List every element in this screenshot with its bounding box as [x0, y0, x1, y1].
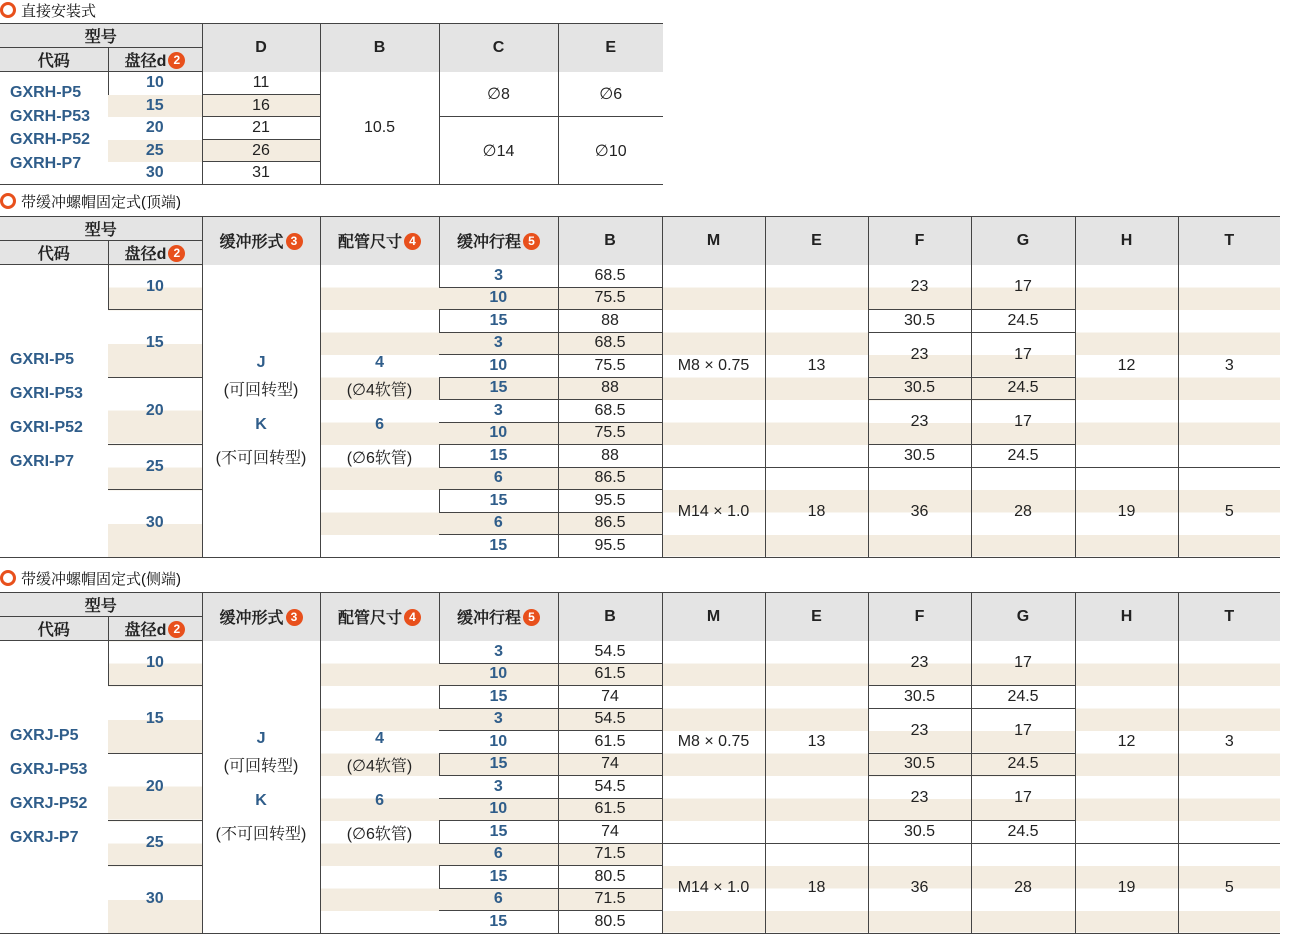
badge-number-icon: 2 — [168, 621, 185, 638]
M-value: M14 × 1.0 — [662, 843, 765, 933]
header-cushion-type: 缓冲形式 3 — [202, 217, 320, 265]
circle-bullet-icon — [0, 193, 16, 209]
badge-number-icon: 4 — [404, 609, 421, 626]
F-value: 30.5 — [868, 310, 971, 333]
stroke-value: 3 — [439, 776, 558, 799]
stroke-value: 15 — [439, 911, 558, 934]
stroke-value: 15 — [439, 310, 558, 333]
d-value: 10 — [108, 72, 202, 95]
pipe-size-6: 6 — [375, 415, 384, 433]
header-code: 代码 — [0, 241, 108, 265]
D-value: 26 — [202, 140, 320, 162]
G-value: 17 — [971, 641, 1075, 686]
header-F: F — [868, 217, 971, 265]
D-value: 21 — [202, 117, 320, 140]
model-code: GXRJ-P52 — [10, 794, 88, 812]
header-diameter: 盘径d 2 — [108, 617, 202, 641]
cushion-type-j: J — [256, 729, 266, 747]
H-value: 12 — [1075, 265, 1178, 468]
M-value: M8 × 0.75 — [662, 641, 765, 844]
stroke-value: 15 — [439, 490, 558, 513]
B-value: 54.5 — [558, 776, 662, 799]
model-code: GXRJ-P53 — [10, 760, 88, 778]
d-value: 30 — [108, 866, 202, 934]
B-value: 61.5 — [558, 798, 662, 821]
B-value: 95.5 — [558, 535, 662, 558]
E-value: ∅6 — [558, 72, 663, 117]
B-value: 74 — [558, 686, 662, 709]
G-value: 24.5 — [971, 310, 1075, 333]
stroke-value: 6 — [439, 843, 558, 866]
B-value: 71.5 — [558, 843, 662, 866]
G-value: 17 — [971, 265, 1075, 310]
badge-number-icon: 5 — [523, 233, 540, 250]
section-title-top-end — [0, 191, 181, 211]
G-value: 24.5 — [971, 377, 1075, 400]
header-D: D — [202, 24, 320, 72]
stroke-value: 10 — [439, 663, 558, 686]
d-value: 25 — [108, 445, 202, 490]
stroke-value: 6 — [439, 888, 558, 911]
section-title-side-end — [0, 568, 181, 588]
header-F: F — [868, 593, 971, 641]
B-value: 86.5 — [558, 512, 662, 535]
F-value: 23 — [868, 708, 971, 753]
cushion-type-j-desc: (可回转型) — [223, 757, 299, 775]
badge-number-icon: 4 — [404, 233, 421, 250]
d-value: 25 — [145, 141, 164, 159]
D-value: 31 — [202, 162, 320, 185]
stroke-value: 15 — [439, 377, 558, 400]
pipe-size-4: 4 — [375, 729, 384, 747]
header-pipe-size: 配管尺寸 4 — [320, 593, 439, 641]
model-code: GXRI-P52 — [10, 418, 83, 436]
stroke-value: 10 — [439, 422, 558, 445]
stroke-value: 15 — [439, 821, 558, 844]
E-value: ∅10 — [558, 117, 663, 185]
cushion-type-k: K — [255, 415, 267, 433]
model-code: GXRI-P7 — [10, 452, 75, 470]
d-value: 20 — [145, 119, 164, 136]
header-pipe-size: 配管尺寸 4 — [320, 217, 439, 265]
model-code: GXRI-P53 — [10, 384, 83, 402]
header-code: 代码 — [0, 48, 108, 72]
header-stroke: 缓冲行程 5 — [439, 217, 558, 265]
d-value: 30 — [108, 490, 202, 558]
G-value: 17 — [971, 776, 1075, 821]
G-value: 24.5 — [971, 753, 1075, 776]
B-value: 74 — [558, 821, 662, 844]
G-value: 17 — [971, 708, 1075, 753]
stroke-value: 10 — [439, 731, 558, 754]
F-value: 23 — [868, 265, 971, 310]
E-value: 13 — [765, 265, 868, 468]
header-model: 型号 — [0, 217, 202, 241]
F-value: 30.5 — [868, 377, 971, 400]
code-list — [0, 641, 108, 934]
stroke-value: 15 — [439, 753, 558, 776]
D-value: 11 — [202, 72, 320, 95]
stroke-value: 6 — [439, 467, 558, 490]
d-value: 30 — [145, 163, 164, 181]
header-model: 型号 — [0, 24, 202, 48]
header-M: M — [662, 593, 765, 641]
B-value: 71.5 — [558, 888, 662, 911]
B-value: 54.5 — [558, 708, 662, 731]
cushion-type-cell — [202, 641, 320, 934]
B-value: 10.5 — [320, 72, 439, 185]
header-B: B — [320, 24, 439, 72]
badge-number-icon: 3 — [286, 233, 303, 250]
circle-bullet-icon — [0, 570, 16, 586]
cushion-type-k-desc: (不可回转型) — [215, 449, 307, 467]
F-value: 36 — [868, 843, 971, 933]
badge-number-icon: 2 — [168, 245, 185, 262]
d-value: 10 — [108, 641, 202, 686]
pipe-size-cell — [320, 265, 439, 558]
side-end-table — [0, 592, 1280, 934]
stroke-value: 15 — [439, 686, 558, 709]
M-value: M14 × 1.0 — [662, 467, 765, 557]
code-list — [0, 72, 108, 185]
pipe-size-4-desc: (∅4软管) — [346, 757, 413, 775]
badge-number-icon: 5 — [523, 609, 540, 626]
G-value: 17 — [971, 400, 1075, 445]
G-value: 24.5 — [971, 445, 1075, 468]
header-diameter: 盘径d 2 — [108, 241, 202, 265]
G-value: 28 — [971, 843, 1075, 933]
H-value: 19 — [1075, 843, 1178, 933]
stroke-value: 6 — [439, 512, 558, 535]
B-value: 86.5 — [558, 467, 662, 490]
B-value: 88 — [558, 445, 662, 468]
C-value: ∅8 — [439, 72, 558, 117]
B-value: 61.5 — [558, 663, 662, 686]
pipe-size-cell — [320, 641, 439, 934]
B-value: 95.5 — [558, 490, 662, 513]
code-list — [0, 265, 108, 558]
stroke-value: 15 — [439, 445, 558, 468]
pipe-size-6: 6 — [375, 791, 384, 809]
header-code: 代码 — [0, 617, 108, 641]
header-T: T — [1178, 217, 1280, 265]
top-end-table — [0, 216, 1280, 558]
pipe-size-6-desc: (∅6软管) — [346, 449, 413, 467]
badge-2-icon: 2 — [168, 52, 185, 69]
G-value: 28 — [971, 467, 1075, 557]
B-value: 68.5 — [558, 265, 662, 288]
d-value: 25 — [108, 821, 202, 866]
stroke-value: 10 — [439, 355, 558, 378]
header-model: 型号 — [0, 593, 202, 617]
header-E: E — [765, 593, 868, 641]
pipe-size-4-desc: (∅4软管) — [346, 381, 413, 399]
cushion-type-j: J — [256, 353, 266, 371]
header-H: H — [1075, 593, 1178, 641]
d-value: 20 — [108, 753, 202, 821]
header-T: T — [1178, 593, 1280, 641]
stroke-value: 3 — [439, 332, 558, 355]
T-value: 3 — [1178, 265, 1280, 468]
E-value: 18 — [765, 467, 868, 557]
B-value: 88 — [558, 377, 662, 400]
F-value: 23 — [868, 641, 971, 686]
T-value: 5 — [1178, 843, 1280, 933]
stroke-value: 15 — [439, 866, 558, 889]
stroke-value: 3 — [439, 641, 558, 664]
G-value: 24.5 — [971, 686, 1075, 709]
B-value: 75.5 — [558, 422, 662, 445]
header-H: H — [1075, 217, 1178, 265]
H-value: 19 — [1075, 467, 1178, 557]
header-B: B — [558, 217, 662, 265]
F-value: 23 — [868, 400, 971, 445]
G-value: 24.5 — [971, 821, 1075, 844]
model-code: GXRH-P53 — [10, 107, 91, 125]
header-C: C — [439, 24, 558, 72]
E-value: 18 — [765, 843, 868, 933]
B-value: 75.5 — [558, 355, 662, 378]
badge-number-icon: 3 — [286, 609, 303, 626]
header-M: M — [662, 217, 765, 265]
H-value: 12 — [1075, 641, 1178, 844]
F-value: 36 — [868, 467, 971, 557]
d-value: 10 — [108, 265, 202, 310]
F-value: 30.5 — [868, 753, 971, 776]
G-value: 17 — [971, 332, 1075, 377]
model-code: GXRJ-P7 — [10, 828, 79, 846]
B-value: 68.5 — [558, 332, 662, 355]
header-G: G — [971, 593, 1075, 641]
T-value: 5 — [1178, 467, 1280, 557]
F-value: 30.5 — [868, 686, 971, 709]
model-code: GXRH-P5 — [10, 84, 82, 101]
header-cushion-type: 缓冲形式 3 — [202, 593, 320, 641]
B-value: 74 — [558, 753, 662, 776]
C-value: ∅14 — [439, 117, 558, 185]
header-stroke: 缓冲行程 5 — [439, 593, 558, 641]
header-E: E — [765, 217, 868, 265]
B-value: 80.5 — [558, 866, 662, 889]
d-value: 20 — [108, 377, 202, 445]
T-value: 3 — [1178, 641, 1280, 844]
B-value: 54.5 — [558, 641, 662, 664]
model-code: GXRI-P5 — [10, 350, 75, 368]
header-G: G — [971, 217, 1075, 265]
stroke-value: 15 — [439, 535, 558, 558]
F-value: 30.5 — [868, 821, 971, 844]
stroke-value: 3 — [439, 708, 558, 731]
section-title-text: 带缓冲螺帽固定式(顶端) — [21, 193, 181, 211]
M-value: M8 × 0.75 — [662, 265, 765, 468]
d-value: 15 — [108, 310, 202, 378]
header-diameter: 盘径d 2 — [108, 48, 202, 72]
stroke-value: 3 — [439, 400, 558, 423]
cushion-type-k-desc: (不可回转型) — [215, 825, 307, 843]
B-value: 75.5 — [558, 287, 662, 310]
direct-mount-table — [0, 23, 663, 185]
stroke-value: 3 — [439, 265, 558, 288]
pipe-size-4: 4 — [375, 353, 384, 371]
section-title-direct-mount — [0, 0, 96, 20]
section-title-text: 直接安装式 — [21, 2, 97, 20]
F-value: 30.5 — [868, 445, 971, 468]
B-value: 61.5 — [558, 731, 662, 754]
header-B: B — [558, 593, 662, 641]
d-value: 15 — [108, 686, 202, 754]
section-title-text: 带缓冲螺帽固定式(侧端) — [21, 570, 181, 588]
F-value: 23 — [868, 332, 971, 377]
cushion-type-k: K — [255, 791, 267, 809]
pipe-size-6-desc: (∅6软管) — [346, 825, 413, 843]
cushion-type-j-desc: (可回转型) — [223, 381, 299, 399]
stroke-value: 10 — [439, 287, 558, 310]
model-code: GXRJ-P5 — [10, 726, 79, 744]
stroke-value: 10 — [439, 798, 558, 821]
d-value: 15 — [145, 96, 164, 114]
header-E: E — [558, 24, 663, 72]
circle-bullet-icon — [0, 2, 16, 18]
E-value: 13 — [765, 641, 868, 844]
cushion-type-cell — [202, 265, 320, 558]
F-value: 23 — [868, 776, 971, 821]
B-value: 88 — [558, 310, 662, 333]
model-code: GXRH-P52 — [10, 131, 91, 148]
B-value: 80.5 — [558, 911, 662, 934]
D-value: 16 — [202, 95, 320, 117]
B-value: 68.5 — [558, 400, 662, 423]
model-code: GXRH-P7 — [10, 154, 82, 172]
